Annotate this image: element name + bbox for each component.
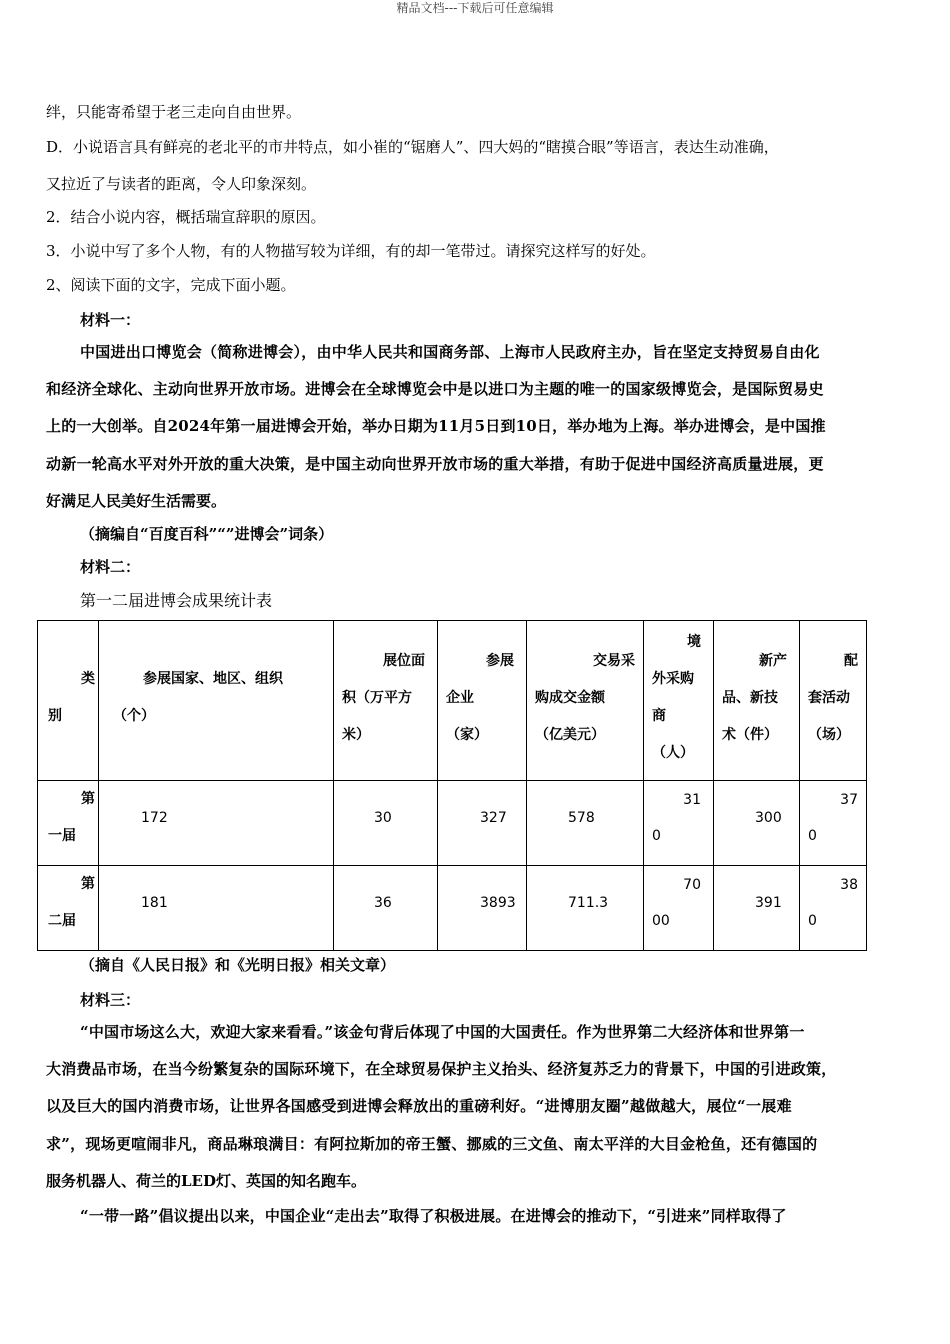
cell-products: 391 [714,866,800,951]
cell-companies: 3893 [438,866,527,951]
cell-countries: 172 [99,781,334,866]
header-events: 配 套活动 （场） [800,621,867,781]
material-3-heading: 材料三： [80,991,141,1009]
text-line: 又拉近了与读者的距离，令人印象深刻。 [46,175,317,193]
table-row [38,866,867,951]
stats-table [37,620,867,951]
paragraph-line: “一带一路”倡议提出以来，中国企业“走出去”取得了积极进展。在进博会的推动下，“引进来”同样取得了 [80,1207,787,1225]
section-2-heading: 2、阅读下面的文字，完成下面小题。 [46,276,296,294]
paragraph-line: 以及巨大的国内消费市场，让世界各国感受到进博会释放出的重磅利好。“进博朋友圈”越做越大，展位“一展难 [46,1097,792,1115]
paragraph-line: 好满足人民美好生活需要。 [46,492,227,510]
header-companies: 参展 企业 （家） [438,621,527,781]
cell-area: 36 [334,866,438,951]
source-note: （摘编自“百度百科”“”进博会”词条） [80,525,334,543]
header-booth-area: 展位面 积（万平方 米） [334,621,438,781]
question-2: 2．结合小说内容，概括瑞宣辞职的原因。 [46,208,326,226]
option-d: D．小说语言具有鲜亮的老北平的市井特点，如小崔的“锯磨人”、四大妈的“瞎摸合眼”等语言，表达生动准确， [46,138,779,156]
table-row [38,781,867,866]
table-caption: 第一二届进博会成果统计表 [80,591,273,610]
paragraph-line: 上的一大创举。自2024年第一届进博会开始，举办日期为11月5日到10日，举办地为上海。举办进博会，是中国推 [46,417,826,435]
paragraph-line: “中国市场这么大，欢迎大家来看看。”该金句背后体现了中国的大国责任。作为世界第二大经济体和世界第一 [80,1023,805,1041]
cell-events: 37 0 [800,781,867,866]
header-buyers: 境 外采购 商 （人） [644,621,714,781]
row-label: 第 一届 [38,781,99,866]
paragraph-line: 动新一轮高水平对外开放的重大决策，是中国主动向世界开放市场的重大举措，有助于促进中国经济高质量进展，更 [46,455,824,473]
header-category: 类 别 [38,621,99,781]
material-2-heading: 材料二： [80,558,141,576]
header-countries: 参展国家、地区、组织 （个） [99,621,334,781]
header-deals: 交易采 购成交金额 （亿美元） [527,621,644,781]
page-header: 精品文档---下载后可任意编辑 [396,1,554,15]
text-line: 绊，只能寄希望于老三走向自由世界。 [46,103,302,121]
header-new-products: 新产 品、新技 术（件） [714,621,800,781]
cell-countries: 181 [99,866,334,951]
cell-buyers: 70 00 [644,866,714,951]
paragraph-line: 大消费品市场，在当今纷繁复杂的国际环境下，在全球贸易保护主义抬头、经济复苏乏力的背景下，中国的引进政策， [46,1060,837,1078]
question-3: 3．小说中写了多个人物，有的人物描写较为详细，有的却一笔带过。请探究这样写的好处。 [46,242,656,260]
cell-events: 38 0 [800,866,867,951]
row-label: 第 二届 [38,866,99,951]
cell-area: 30 [334,781,438,866]
cell-products: 300 [714,781,800,866]
paragraph-line: 中国进出口博览会（简称进博会），由中华人民共和国商务部、上海市人民政府主办，旨在坚定支持贸易自由化 [80,343,820,361]
source-note: （摘自《人民日报》和《光明日报》相关文章） [80,956,396,974]
paragraph-line: 和经济全球化、主动向世界开放市场。进博会在全球博览会中是以进口为主题的唯一的国家级博览会，是国际贸易史 [46,380,824,398]
paragraph-line: 求”，现场更喧闹非凡，商品琳琅满目：有阿拉斯加的帝王蟹、挪威的三文鱼、南太平洋的大目金枪鱼，还有德国的 [46,1135,818,1153]
cell-companies: 327 [438,781,527,866]
cell-deals: 711.3 [527,866,644,951]
cell-buyers: 31 0 [644,781,714,866]
cell-deals: 578 [527,781,644,866]
paragraph-line: 服务机器人、荷兰的LED灯、英国的知名跑车。 [46,1172,366,1190]
table-header-row [38,621,867,781]
material-1-heading: 材料一： [80,311,141,329]
